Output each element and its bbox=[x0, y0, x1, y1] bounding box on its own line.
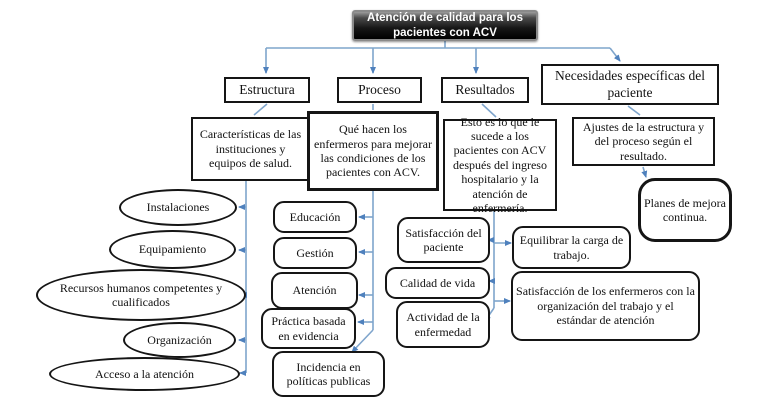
node-incidencia-politicas: Incidencia en políticas publicas bbox=[272, 351, 385, 397]
node-satisfaccion-paciente: Satisfacción del paciente bbox=[397, 217, 490, 263]
node-planes-mejora-continua: Planes de mejora continua. bbox=[638, 178, 732, 242]
node-practica-evidencia: Práctica basada en evidencia bbox=[261, 308, 356, 349]
node-caracteristicas-instituciones: Características de las instituciones y equipos de salud. bbox=[191, 117, 310, 181]
node-necesidades: Necesidades específicas del paciente bbox=[541, 64, 719, 105]
node-organizacion: Organización bbox=[123, 322, 236, 358]
node-calidad-vida: Calidad de vida bbox=[385, 267, 490, 299]
node-instalaciones: Instalaciones bbox=[119, 189, 237, 226]
node-gestion: Gestión bbox=[273, 237, 357, 269]
node-equilibrar-carga: Equilibrar la carga de trabajo. bbox=[512, 226, 631, 269]
node-esto-sucede-pacientes: Esto es lo que le sucede a los pacientes con ACV después del ingreso hospitalario y la atención de enfermería. bbox=[443, 119, 557, 211]
node-root: Atención de calidad para los pacientes con ACV bbox=[352, 10, 538, 41]
node-estructura: Estructura bbox=[224, 77, 310, 103]
node-ajustes-estructura-proceso: Ajustes de la estructura y del proceso según el resultado. bbox=[572, 117, 715, 166]
node-que-hacen-enfermeros: Qué hacen los enfermeros para mejorar las condiciones de los pacientes con ACV. bbox=[307, 111, 439, 191]
node-recursos-humanos: Recursos humanos competentes y cualificados bbox=[36, 269, 246, 321]
node-resultados: Resultados bbox=[441, 77, 529, 103]
node-atencion: Atención bbox=[271, 272, 358, 309]
node-satisfaccion-enfermeros: Satisfacción de los enfermeros con la organización del trabajo y el estándar de atención bbox=[511, 271, 700, 341]
node-acceso-atencion: Acceso a la atención bbox=[49, 357, 240, 391]
node-educacion: Educación bbox=[273, 201, 357, 233]
node-proceso: Proceso bbox=[337, 77, 422, 103]
node-equipamiento: Equipamiento bbox=[109, 230, 236, 269]
node-actividad-enfermedad: Actividad de la enfermedad bbox=[396, 301, 490, 348]
